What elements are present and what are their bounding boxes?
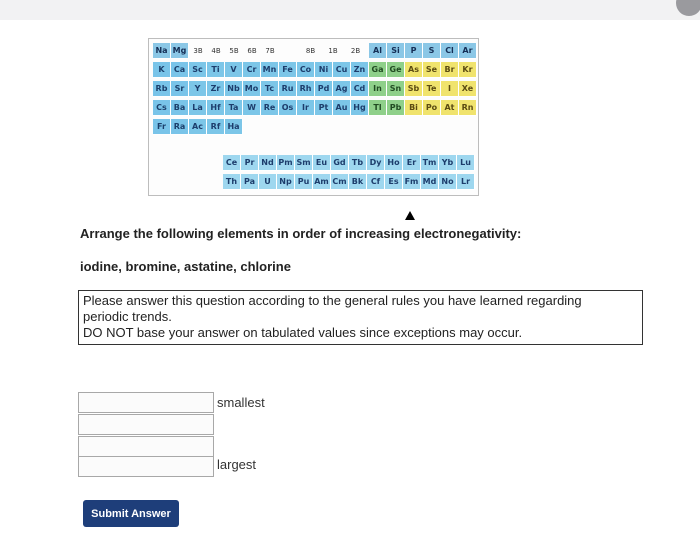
group-label: 5B [229,47,239,55]
f-block-cell: Tm [421,155,439,171]
element-cell: Ba [171,100,189,116]
note-line: Please answer this question according to the general rules you have learned regarding [83,293,582,308]
f-block-cell: Pa [241,174,259,190]
element-cell: Sn [387,81,405,97]
f-block-cell: Er [403,155,421,171]
f-block-cell: Bk [349,174,367,190]
f-block-cell: Lu [457,155,475,171]
f-block-cell: Lr [457,174,475,190]
element-cell: Te [423,81,441,97]
element-cell: Au [333,100,351,116]
element-cell: Xe [459,81,477,97]
f-block-cell: Eu [313,155,331,171]
element-cell: Ag [333,81,351,97]
element-cell: Ha [225,119,243,135]
question-text: Arrange the following elements in order of increasing electronegativity: [80,226,522,241]
group-label: 8B [305,47,316,55]
element-cell: Ga [369,62,387,78]
f-block-cell: Tb [349,155,367,171]
element-cell: Ti [207,62,225,78]
element-cell: Rf [207,119,225,135]
f-block-cell: Pu [295,174,313,190]
element-cell: Hg [351,100,369,116]
element-cell: Po [423,100,441,116]
f-block-cell: Md [421,174,439,190]
element-cell: Ra [171,119,189,135]
element-cell: Cu [333,62,351,78]
group-label: 2B [350,47,361,55]
element-cell: Fe [279,62,297,78]
f-block-cell: Ho [385,155,403,171]
element-cell: I [441,81,459,97]
element-cell: Rb [153,81,171,97]
element-cell: Rh [297,81,315,97]
smallest-label: smallest [217,395,265,410]
element-cell: Pd [315,81,333,97]
element-cell: Mg [171,43,189,59]
element-cell: Se [423,62,441,78]
element-cell: Tl [369,100,387,116]
f-block-cell: Cf [367,174,385,190]
element-cell: Rn [459,100,477,116]
note-line: periodic trends. [83,309,172,324]
element-cell: Si [387,43,405,59]
f-block-cell: Sm [295,155,313,171]
element-cell: S [423,43,441,59]
group-label: 6B [247,47,257,55]
f-block-cell: Pm [277,155,295,171]
element-cell: Re [261,100,279,116]
group-label: 1B [328,47,338,55]
f-block-cell: Gd [331,155,349,171]
element-cell: Pt [315,100,333,116]
element-cell: Fr [153,119,171,135]
group-label: 4B [211,47,221,55]
element-cell: As [405,62,423,78]
element-cell: Cd [351,81,369,97]
element-cell: Zr [207,81,225,97]
rank-slot-1[interactable] [78,392,214,413]
element-cell: W [243,100,261,116]
element-cell: Ge [387,62,405,78]
element-cell: P [405,43,423,59]
element-cell: Y [189,81,207,97]
element-cell: Ac [189,119,207,135]
element-cell: Al [369,43,387,59]
periodic-table-image [148,38,479,196]
f-block-cell: Cm [331,174,349,190]
element-cell: Co [297,62,315,78]
element-cell: Br [441,62,459,78]
element-cell: At [441,100,459,116]
element-cell: Ca [171,62,189,78]
element-cell: Na [153,43,171,59]
group-label: 7B [265,47,275,55]
element-cell: Ar [459,43,477,59]
f-block-cell: Am [313,174,331,190]
element-cell: Ru [279,81,297,97]
f-block-cell: Fm [403,174,421,190]
f-block-cell: Pr [241,155,259,171]
element-cell: Bi [405,100,423,116]
element-cell: Ir [297,100,315,116]
element-cell: Ta [225,100,243,116]
element-cell: Hf [207,100,225,116]
f-block-cell: Ce [223,155,241,171]
top-strip [0,0,700,20]
f-block-cell: Yb [439,155,457,171]
element-cell: Kr [459,62,477,78]
mouse-cursor-icon [405,211,415,220]
element-cell: La [189,100,207,116]
element-cell: Tc [261,81,279,97]
submit-answer-button[interactable]: Submit Answer [83,500,179,527]
element-cell: Os [279,100,297,116]
f-block-cell: Dy [367,155,385,171]
element-cell: Sc [189,62,207,78]
element-cell: V [225,62,243,78]
elements-list: iodine, bromine, astatine, chlorine [80,259,291,274]
f-block-cell: Th [223,174,241,190]
note-line: DO NOT base your answer on tabulated values since exceptions may occur. [83,325,523,340]
element-cell: Cl [441,43,459,59]
instructions-note [78,290,643,345]
largest-label: largest [217,457,257,472]
element-cell: Nb [225,81,243,97]
element-cell: Zn [351,62,369,78]
element-cell: Pb [387,100,405,116]
f-block-cell: Np [277,174,295,190]
element-cell: Sr [171,81,189,97]
element-cell: In [369,81,387,97]
f-block-cell: Nd [259,155,277,171]
element-cell: Cs [153,100,171,116]
element-cell: K [153,62,171,78]
element-cell: Mo [243,81,261,97]
element-cell: Sb [405,81,423,97]
rank-slot-2[interactable] [78,414,214,435]
element-cell: Ni [315,62,333,78]
f-block-cell: No [439,174,457,190]
rank-slot-3[interactable] [78,436,214,457]
group-label: 3B [193,47,203,55]
element-cell: Cr [243,62,261,78]
rank-slot-4[interactable] [78,456,214,477]
f-block-cell: U [259,174,277,190]
f-block-cell: Es [385,174,403,190]
element-cell: Mn [261,62,279,78]
